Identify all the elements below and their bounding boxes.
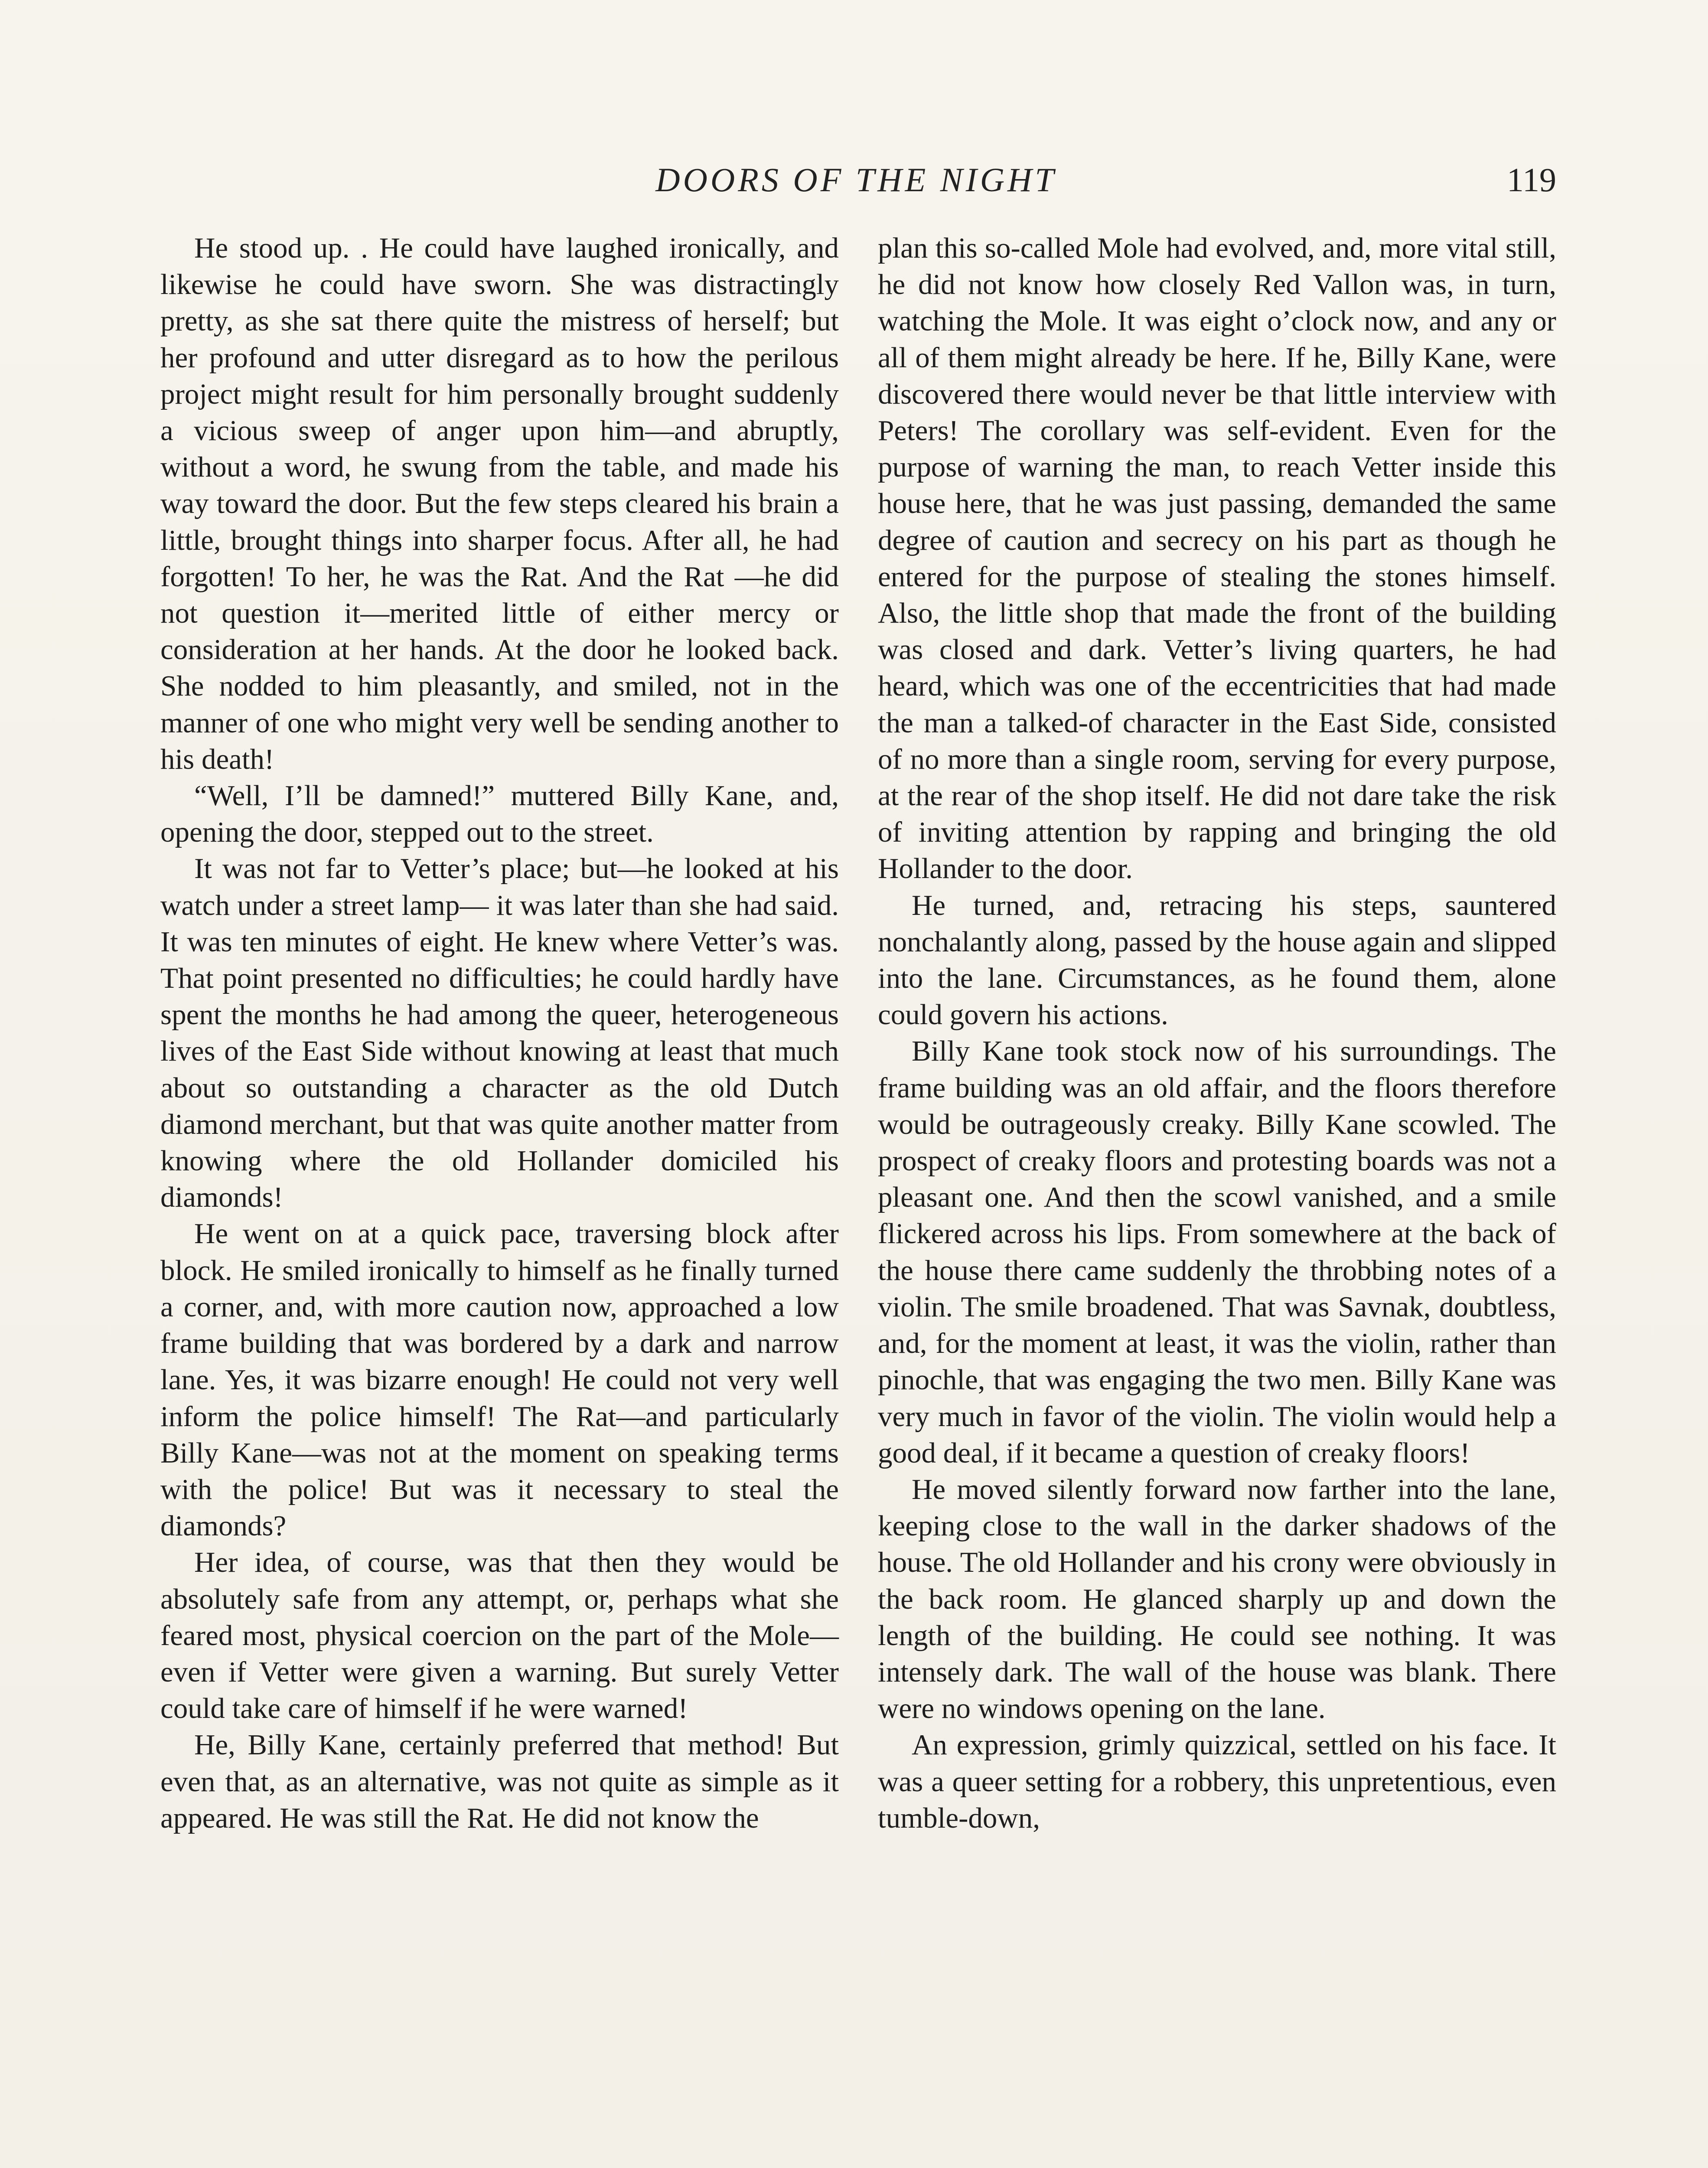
paragraph: “Well, I’ll be damned!” muttered Billy Kane, and, opening the door, stepped out to the street. <box>160 780 839 849</box>
running-header <box>156 154 1556 206</box>
paragraph: He, Billy Kane, certainly preferred that method! But even that, as an alternative, was not quite as simple as it appeared. He was still the Rat. He did not know the <box>160 1729 839 1834</box>
paragraph: He stood up. . He could have laughed ironically, and likewise he could have sworn. She was distractingly pretty, as she sat there quite the mistress of herself; but her profound and utter disregard as to how the perilous project might result for him personally brought suddenly a vicious sweep of anger upon him—and abruptly, without a word, he swung from the table, and made his way toward the door. But the few steps cleared his brain a little, brought things into sharper focus. After all, he had forgotten! To her, he was the Rat. And the Rat —he did not question it—merited little of either mercy or consideration at her hands. At the door he looked back. She nodded to him pleasantly, and smiled, not in the manner of one who might very well be sending another to his death! <box>160 232 839 775</box>
paragraph: He went on at a quick pace, traversing block after block. He smiled ironically to himself as he finally turned a corner, and, with more caution now, approached a low frame building that was bordered by a dark and narrow lane. Yes, it was bizarre enough! He could not very well inform the police himself! The Rat—and particularly Billy Kane—was not at the moment on speaking terms with the police! But was it necessary to steal the diamonds? <box>160 1218 839 1542</box>
text-column-left <box>160 230 839 2168</box>
paragraph: He turned, and, retracing his steps, sauntered nonchalantly along, passed by the house again and slipped into the lane. Circumstances, as he found them, alone could govern his actions. <box>878 889 1556 1031</box>
page-number: 119 <box>1506 161 1556 199</box>
text-column-right <box>878 230 1556 2168</box>
paragraph-continuation: plan this so-called Mole had evolved, and, more vital still, he did not know how closely Red Vallon was, in turn, watching the Mole. It was eight o’clock now, and any or all of them might already be here. If he, Billy Kane, were discovered there would never be that little interview with Peters! The corollary was self-evident. Even for the purpose of warning the man, to reach Vetter inside this house here, that he was just passing, demanded the same degree of caution and secrecy on his part as though he entered for the purpose of stealing the stones himself. Also, the little shop that made the front of the building was closed and dark. Vetter’s living quarters, he had heard, which was one of the eccentricities that had made the man a talked-of character in the East Side, consisted of no more than a single room, serving for every purpose, at the rear of the shop itself. He did not dare take the risk of inviting attention by rapping and bringing the old Hollander to the door. <box>878 232 1556 885</box>
paragraph: Billy Kane took stock now of his surroundings. The frame building was an old affair, and the floors therefore would be outrageously creaky. Billy Kane scowled. The prospect of creaky floors and protesting boards was not a pleasant one. And then the scowl vanished, and a smile flickered across his lips. From somewhere at the back of the house there came suddenly the throbbing notes of a violin. The smile broadened. That was Savnak, doubtless, and, for the moment at least, it was the violin, rather than pinochle, that was engaging the two men. Billy Kane was very much in favor of the violin. The violin would help a good deal, if it became a question of creaky floors! <box>878 1035 1556 1469</box>
paragraph: He moved silently forward now farther into the lane, keeping close to the wall in the darker shadows of the house. The old Hollander and his crony were obviously in the back room. He glanced sharply up and down the length of the building. He could see nothing. It was intensely dark. The wall of the house was blank. There were no windows opening on the lane. <box>878 1473 1556 1725</box>
running-title: DOORS OF THE NIGHT <box>655 161 1057 199</box>
paragraph: It was not far to Vetter’s place; but—he looked at his watch under a street lamp— it was later than she had said. It was ten minutes of eight. He knew where Vetter’s was. That point presented no difficulties; he could hardly have spent the months he had among the queer, heterogeneous lives of the East Side without knowing at least that much about so outstanding a character as the old Dutch diamond merchant, but that was quite another matter from knowing where the old Hollander domiciled his diamonds! <box>160 852 839 1214</box>
paragraph: Her idea, of course, was that then they would be absolutely safe from any attempt, or, perhaps what she feared most, physical coercion on the part of the Mole—even if Vetter were given a warning. But surely Vetter could take care of himself if he were warned! <box>160 1546 839 1725</box>
paragraph: An expression, grimly quizzical, settled on his face. It was a queer setting for a robbery, this unpretentious, even tumble-down, <box>878 1729 1556 1834</box>
